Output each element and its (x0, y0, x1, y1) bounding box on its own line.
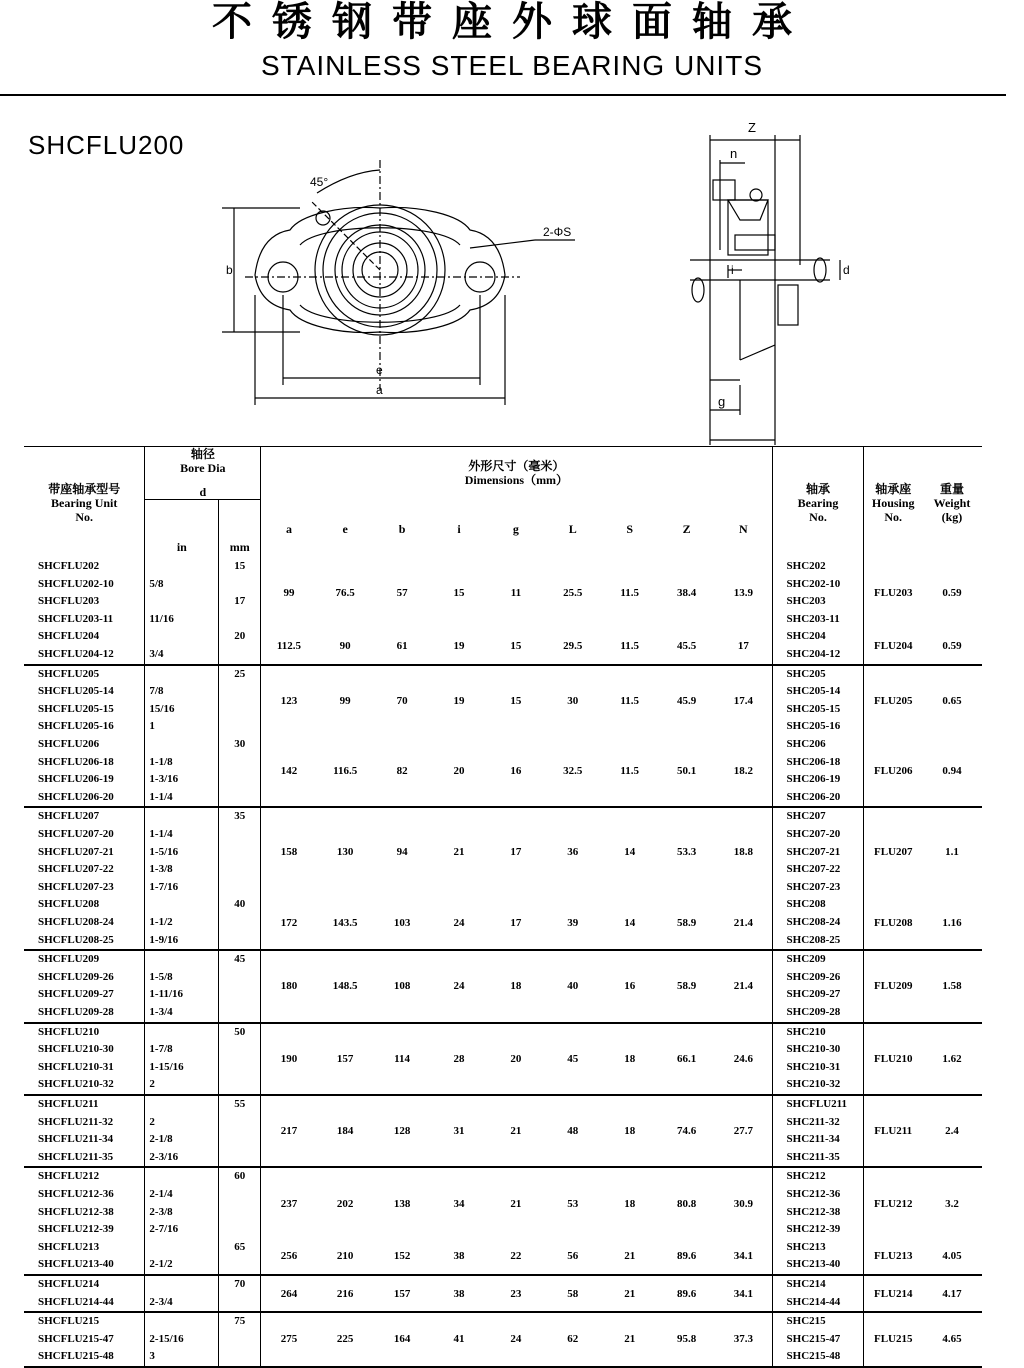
unit-no-cell: SHCFLU207 SHCFLU207-20 SHCFLU207-21 SHCFLU207-22 SHCFLU207-23 (24, 807, 145, 896)
dim-s-cell: 18 (624, 1052, 636, 1065)
dim-a-cell: 190 (280, 1052, 298, 1065)
housing-no-cell: FLU209 (873, 980, 913, 993)
dim-z-cell: 74.6 (677, 1125, 697, 1138)
bore-mm-cell: 50 (219, 1023, 261, 1095)
dim-s-cell: 21 (624, 1250, 636, 1263)
bore-mm-cell: 35 (219, 807, 261, 896)
dim-i-cell: 28 (453, 1052, 465, 1065)
dim-a-cell: 172 (280, 916, 298, 929)
dim-i-cell: 24 (453, 980, 465, 993)
dim-n-cell: 13.9 (715, 558, 772, 628)
dim-z-cell: 66.1 (677, 1052, 697, 1065)
technical-drawing (0, 100, 1024, 446)
bore-mm-cell: 75 (219, 1312, 261, 1367)
title-chinese: 不锈钢带座外球面轴承 (212, 0, 812, 45)
housing-no-cell: FLU204 (873, 639, 913, 652)
bore-in-cell: 2-1/4 2-3/8 2-7/16 (145, 1167, 219, 1238)
dim-e-cell: 130 (336, 846, 354, 859)
dim-e-cell: 225 (336, 1333, 354, 1346)
bearing-no-cell: SHC212 SHC212-36 SHC212-38 SHC212-39 (772, 1167, 864, 1238)
dim-n-label: n (730, 146, 738, 161)
weight-cell: 1.58 (942, 980, 962, 993)
table-row (24, 1095, 982, 1167)
dim-e-cell: 99 (339, 694, 351, 707)
dim-l-cell: 32.5 (563, 765, 583, 778)
weight-cell: 4.05 (942, 1250, 962, 1263)
dim-a-cell: 142 (280, 765, 298, 778)
dim-g-cell: 17 (510, 916, 522, 929)
dim-a-cell: 237 (280, 1197, 298, 1210)
unit-no-cell: SHCFLU212 SHCFLU212-36 SHCFLU212-38 SHCFLU212-39 (24, 1167, 145, 1238)
dim-z-cell: 89.6 (677, 1250, 697, 1263)
dim-s-cell: 21 (624, 1287, 636, 1300)
bore-mm-cell: 70 (219, 1275, 261, 1312)
dim-b-cell: 138 (393, 1197, 411, 1210)
dim-s-cell: 18 (624, 1197, 636, 1210)
dim-e-cell: 157 (336, 1052, 354, 1065)
bearing-no-cell: SHC207 SHC207-20 SHC207-21 SHC207-22 SHC207-23 (772, 807, 864, 896)
bore-in-cell: 1-1/8 1-3/16 1-1/4 (145, 736, 219, 807)
dim-z-cell: 80.8 (677, 1197, 697, 1210)
dim-s-cell: 16 (624, 980, 636, 993)
dim-n-cell: 34.1 (715, 1275, 772, 1312)
unit-no-cell: SHCFLU206 SHCFLU206-18 SHCFLU206-19 SHCFLU206-20 (24, 736, 145, 807)
unit-no-cell: SHCFLU211 SHCFLU211-32 SHCFLU211-34 SHCFLU211-35 (24, 1095, 145, 1167)
dim-z-cell: 58.9 (677, 916, 697, 929)
bearing-no-cell: SHC215 SHC215-47 SHC215-48 (772, 1312, 864, 1367)
dim-b-cell: 164 (393, 1333, 411, 1346)
weight-cell: 2.4 (945, 1125, 959, 1138)
dim-g-label: g (718, 394, 726, 409)
title-english: STAINLESS STEEL BEARING UNITS (260, 50, 763, 81)
hole-label: 2-ΦS (543, 225, 572, 239)
dim-a-cell: 112.5 (276, 639, 302, 652)
table-row (24, 558, 982, 628)
dim-a-cell: 123 (280, 694, 298, 707)
housing-no-cell: FLU205 (873, 694, 913, 707)
table-row (24, 628, 982, 664)
dim-s-cell: 11.5 (620, 694, 640, 707)
unit-no-cell: SHCFLU209 SHCFLU209-26 SHCFLU209-27 SHCFLU209-28 (24, 950, 145, 1022)
unit-no-cell: SHCFLU205 SHCFLU205-14 SHCFLU205-15 SHCFLU205-16 (24, 665, 145, 736)
table-row (24, 1275, 982, 1312)
dim-g-cell: 22 (510, 1250, 522, 1263)
table-header (24, 447, 982, 559)
bore-in-cell: 1-5/8 1-11/16 1-3/4 (145, 950, 219, 1022)
table-row (24, 736, 982, 807)
weight-cell: 0.65 (942, 694, 962, 707)
dim-b-cell: 94 (396, 846, 408, 859)
housing-no-cell: FLU208 (873, 916, 913, 929)
dim-l-cell: 56 (567, 1250, 579, 1263)
dim-s-cell: 11.5 (620, 639, 640, 652)
dim-e-cell: 210 (336, 1250, 354, 1263)
dim-g-cell: 21 (510, 1197, 522, 1210)
dim-i-cell: 34 (453, 1197, 465, 1210)
dim-a-cell: 99 (283, 587, 295, 600)
dim-a-cell: 217 (280, 1125, 298, 1138)
dim-e-cell: 90 (339, 639, 351, 652)
dim-i-cell: 19 (453, 639, 465, 652)
dim-b-cell: 152 (393, 1250, 411, 1263)
bore-in-cell: 1-1/2 1-9/16 (145, 896, 219, 950)
dim-e-cell: 76.5 (335, 587, 355, 600)
dim-b-cell: 82 (396, 765, 408, 778)
col-dim-a: a (285, 521, 292, 536)
dim-g-cell: 20 (510, 1052, 522, 1065)
housing-no-cell: FLU210 (873, 1052, 913, 1065)
housing-no-cell: FLU206 (873, 765, 913, 778)
housing-no-cell: FLU211 (874, 1125, 913, 1138)
table-row (24, 665, 982, 736)
dim-e-cell: 148.5 (332, 980, 358, 993)
weight-cell: 0.94 (942, 765, 962, 778)
unit-no-cell: SHCFLU214 SHCFLU214-44 (24, 1275, 145, 1312)
col-dim-z: Z (682, 521, 691, 536)
dim-l-cell: 30 (567, 694, 579, 707)
dim-g-cell: 15 (510, 694, 522, 707)
col-weight: 重量 Weight (kg) (933, 481, 971, 524)
table-row (24, 1312, 982, 1367)
spec-table (24, 446, 982, 1368)
bearing-no-cell: SHC214 SHC214-44 (772, 1275, 864, 1312)
dim-i-cell: 41 (453, 1333, 465, 1346)
dim-g-cell: 18 (510, 980, 522, 993)
dim-n-cell: 24.6 (715, 1023, 772, 1095)
table-body (24, 558, 982, 1367)
dim-s-cell: 14 (624, 846, 636, 859)
col-bearing-unit: 带座轴承型号 Bearing Unit No. (24, 447, 145, 559)
dim-l-cell: 40 (567, 980, 579, 993)
table-row (24, 950, 982, 1022)
dim-a-cell: 264 (280, 1287, 298, 1300)
bearing-no-cell: SHC202 SHC202-10 SHC203 SHC203-11 (772, 558, 864, 628)
dim-s-cell: 11.5 (620, 765, 640, 778)
dim-s-cell: 18 (624, 1125, 636, 1138)
dim-z-label: Z (748, 120, 756, 135)
dim-n-cell: 18.2 (715, 736, 772, 807)
weight-cell: 1.62 (942, 1052, 962, 1065)
dim-a-cell: 158 (280, 846, 298, 859)
dim-e-cell: 143.5 (332, 916, 358, 929)
bore-in-cell: 7/8 15/16 1 (145, 665, 219, 736)
bore-mm-cell: 25 (219, 665, 261, 736)
housing-no-cell: FLU212 (873, 1197, 913, 1210)
bore-in-cell: 2-15/16 3 (145, 1312, 219, 1367)
dim-b-cell: 103 (393, 916, 411, 929)
dim-b-cell: 108 (393, 980, 411, 993)
dim-b-cell: 70 (396, 694, 408, 707)
col-dim-i: i (457, 521, 461, 536)
model-series: SHCFLU200 (28, 130, 185, 160)
dim-z-cell: 95.8 (677, 1333, 697, 1346)
dim-z-cell: 50.1 (677, 765, 697, 778)
bore-in-cell: 3/4 (145, 628, 219, 664)
dim-a-cell: 275 (280, 1333, 298, 1346)
dim-i-cell: 19 (453, 694, 465, 707)
dim-s-cell: 14 (624, 916, 636, 929)
dim-n-cell: 37.3 (715, 1312, 772, 1367)
bore-mm-cell: 15 17 (219, 558, 261, 628)
dim-i-cell: 38 (453, 1250, 465, 1263)
dim-i-cell: 20 (453, 765, 465, 778)
bore-in-cell: 2-3/4 (145, 1275, 219, 1312)
dim-i-label: i (731, 263, 734, 277)
weight-cell: 1.1 (945, 846, 959, 859)
bore-in-cell: 2-1/2 (145, 1239, 219, 1275)
table-row (24, 1167, 982, 1238)
weight-cell: 3.2 (945, 1197, 959, 1210)
weight-cell: 0.59 (942, 639, 962, 652)
dim-z-cell: 89.6 (677, 1287, 697, 1300)
bore-mm-cell: 65 (219, 1239, 261, 1275)
col-bore-mm: mm (219, 500, 261, 559)
dim-a-cell: 180 (280, 980, 298, 993)
bearing-no-cell: SHC205 SHC205-14 SHC205-15 SHC205-16 (772, 665, 864, 736)
bearing-no-cell: SHC208 SHC208-24 SHC208-25 (772, 896, 864, 950)
dim-i-cell: 21 (453, 846, 465, 859)
dim-n-cell: 18.8 (715, 807, 772, 896)
angle-label: 45° (310, 175, 329, 189)
housing-no-cell: FLU203 (873, 587, 913, 600)
dim-g-cell: 23 (510, 1287, 522, 1300)
unit-no-cell: SHCFLU215 SHCFLU215-47 SHCFLU215-48 (24, 1312, 145, 1367)
dim-g-cell: 17 (510, 846, 522, 859)
dim-i-cell: 38 (453, 1287, 465, 1300)
col-dim-n: N (715, 500, 772, 559)
bearing-no-cell: SHC209 SHC209-26 SHC209-27 SHC209-28 (772, 950, 864, 1022)
dim-l-cell: 45 (567, 1052, 579, 1065)
unit-no-cell: SHCFLU208 SHCFLU208-24 SHCFLU208-25 (24, 896, 145, 950)
dim-b-cell: 128 (393, 1125, 411, 1138)
dim-s-cell: 21 (624, 1333, 636, 1346)
unit-no-cell: SHCFLU204 SHCFLU204-12 (24, 628, 145, 664)
dim-d-label: d (843, 263, 850, 277)
housing-no-cell: FLU213 (873, 1250, 913, 1263)
dim-b-cell: 114 (394, 1052, 411, 1065)
dim-e-label: e (376, 363, 383, 377)
bore-in-cell: 5/8 11/16 (145, 558, 219, 628)
weight-cell: 1.16 (942, 916, 962, 929)
dim-e-cell: 202 (336, 1197, 354, 1210)
dim-i-cell: 15 (453, 587, 465, 600)
col-dim-e: e (342, 521, 348, 536)
dim-n-cell: 34.1 (715, 1239, 772, 1275)
dim-z-cell: 58.9 (677, 980, 697, 993)
dim-n-cell: 21.4 (715, 896, 772, 950)
bearing-no-cell: SHCFLU211 SHC211-32 SHC211-34 SHC211-35 (772, 1095, 864, 1167)
weight-cell: 4.17 (942, 1287, 962, 1300)
dim-i-cell: 24 (453, 916, 465, 929)
housing-no-cell: FLU215 (873, 1333, 913, 1346)
bore-in-cell: 1-7/8 1-15/16 2 (145, 1023, 219, 1095)
weight-cell: 0.59 (942, 587, 962, 600)
bore-mm-cell: 45 (219, 950, 261, 1022)
dim-b-cell: 61 (396, 639, 408, 652)
header-divider (0, 94, 1006, 96)
dim-n-cell: 21.4 (715, 950, 772, 1022)
bearing-no-cell: SHC213 SHC213-40 (772, 1239, 864, 1275)
bore-mm-cell: 30 (219, 736, 261, 807)
unit-no-cell: SHCFLU202 SHCFLU202-10 SHCFLU203 SHCFLU203-11 (24, 558, 145, 628)
dim-l-cell: 53 (567, 1197, 579, 1210)
dim-b-cell: 157 (393, 1287, 411, 1300)
dim-l-cell: 36 (567, 846, 579, 859)
table-row (24, 896, 982, 950)
unit-no-cell: SHCFLU213 SHCFLU213-40 (24, 1239, 145, 1275)
bearing-no-cell: SHC204 SHC204-12 (772, 628, 864, 664)
dim-s-cell: 11.5 (620, 587, 640, 600)
dim-n-cell: 17 (715, 628, 772, 664)
side-view (690, 135, 840, 445)
front-view (222, 160, 575, 405)
dim-e-cell: 184 (336, 1125, 354, 1138)
col-dim-g: g (512, 521, 519, 536)
bore-mm-cell: 55 (219, 1095, 261, 1167)
dim-n-cell: 30.9 (715, 1167, 772, 1238)
weight-cell: 4.65 (942, 1333, 962, 1346)
col-dim-s: S (626, 521, 634, 536)
bore-mm-cell: 40 (219, 896, 261, 950)
col-bore-in: in (145, 500, 219, 559)
dim-a-cell: 256 (280, 1250, 298, 1263)
housing-no-cell: FLU207 (873, 846, 913, 859)
dim-l-cell: 39 (567, 916, 579, 929)
dim-z-cell: 53.3 (677, 846, 697, 859)
bore-in-cell: 2 2-1/8 2-3/16 (145, 1095, 219, 1167)
table-row (24, 1023, 982, 1095)
dim-e-cell: 216 (336, 1287, 354, 1300)
dim-z-cell: 45.5 (677, 639, 697, 652)
dim-b-label: b (226, 263, 233, 277)
dim-l-cell: 25.5 (563, 587, 583, 600)
table-row (24, 1239, 982, 1275)
dim-l-cell: 48 (567, 1125, 579, 1138)
bearing-no-cell: SHC210 SHC210-30 SHC210-31 SHC210-32 (772, 1023, 864, 1095)
col-dimensions: 外形尺寸（毫米） Dimensions（mm） (261, 447, 772, 500)
dim-n-cell: 17.4 (715, 665, 772, 736)
dim-g-cell: 16 (510, 765, 522, 778)
dim-g-cell: 11 (510, 587, 522, 600)
dim-l-cell: 29.5 (563, 639, 583, 652)
bore-mm-cell: 20 (219, 628, 261, 664)
col-housing-no: 轴承座 Housing No. (871, 481, 915, 524)
dim-l-cell: 62 (567, 1333, 579, 1346)
dim-g-cell: 15 (510, 639, 522, 652)
dim-z-cell: 38.4 (677, 587, 697, 600)
col-bearing-no: 轴承 Bearing No. (772, 447, 864, 559)
housing-no-cell: FLU214 (873, 1287, 913, 1300)
table-row (24, 807, 982, 896)
dim-z-cell: 45.9 (677, 694, 697, 707)
bore-in-cell: 1-1/4 1-5/16 1-3/8 1-7/16 (145, 807, 219, 896)
dim-a-label: a (376, 383, 383, 397)
dim-i-cell: 31 (453, 1125, 465, 1138)
dim-g-cell: 21 (510, 1125, 522, 1138)
dim-b-cell: 57 (396, 587, 408, 600)
col-bore-dia: 轴径 Bore Dia d (145, 447, 261, 500)
unit-no-cell: SHCFLU210 SHCFLU210-30 SHCFLU210-31 SHCFLU210-32 (24, 1023, 145, 1095)
dim-g-cell: 24 (510, 1333, 522, 1346)
dim-l-cell: 58 (567, 1287, 579, 1300)
col-dim-l: L (568, 521, 577, 536)
col-dim-b: b (398, 521, 406, 536)
bearing-no-cell: SHC206 SHC206-18 SHC206-19 SHC206-20 (772, 736, 864, 807)
dim-n-cell: 27.7 (715, 1095, 772, 1167)
dim-e-cell: 116.5 (333, 765, 358, 778)
bore-mm-cell: 60 (219, 1167, 261, 1238)
